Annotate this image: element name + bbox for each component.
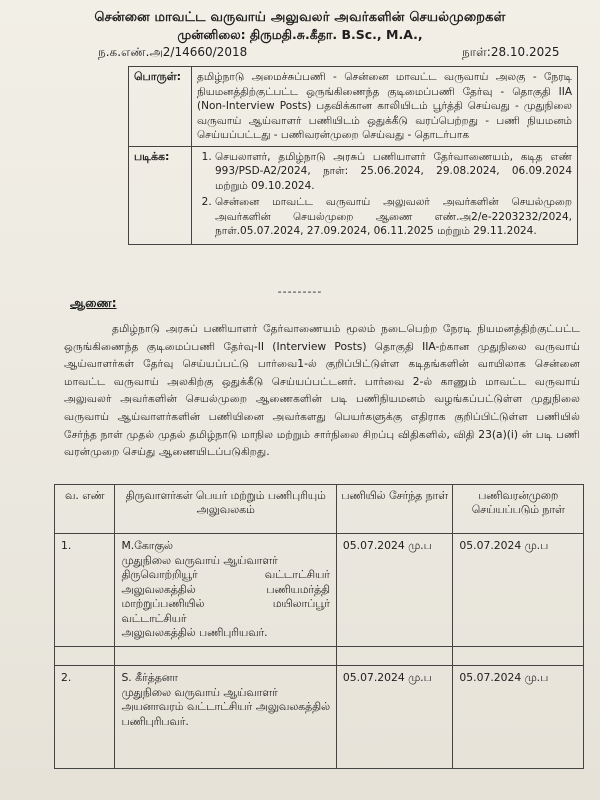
regularisation-table xyxy=(54,484,584,769)
row-joined-date: 05.07.2024 மு.ப xyxy=(336,534,453,647)
row-regularised-date: 05.07.2024 மு.ப xyxy=(453,666,584,769)
order-paragraph: தமிழ்நாடு அரசுப் பணியாளர் தேர்வாணையம் மூலம் நடைபெற்ற நேரடி நியமனத்திற்குட்பட்ட ஒருங்கிணைந்த குடிமைப்பணி தேர்வு-II (Interview Posts) தொகுதி IIA-ற்கான முதுநிலை வருவாய் ஆய்வாளர்கள் தேர்வு செய்யப்பட்டு பார்வை1-ல் குறிப்பிட்டுள்ள கடிதங்களின் வாயிலாக சென்னை மாவட்ட வருவாய் அலகிற்கு ஒதுக்கீடு செய்யப்பட்டனர். பார்வை 2-ல் காணும் மாவட்ட வருவாய் அலுவலர் அவர்களின் செயல்முறை ஆணைகளின் படி பணிநியமனம் வழங்கப்பட்டுள்ள முதுநிலை வருவாய் ஆய்வாளர்களின் பணியினை அவர்களது பெயர்களுக்கு எதிராக குறிப்பிட்டுள்ள பணியில் சேர்ந்த நாள் முதல் முதல் தமிழ்நாடு மாநில மற்றும் சார்நிலை சிறப்பு விதிகளில், விதி 23(a)(i) ன் படி பணி வரன்முறை செய்து ஆணையிடப்படுகிறது. xyxy=(64,322,580,459)
reference-list xyxy=(192,146,578,244)
employee-name: S. கீர்த்தனா xyxy=(121,671,178,684)
subject-label: பொருள்: xyxy=(129,67,192,147)
header-regularised: பணிவரன்முறை செய்யப்படும் நாள் xyxy=(453,485,584,534)
presence-line: முன்னிலை: திருமதி.சு.கீதா. B.Sc., M.A., xyxy=(177,27,423,42)
subject-text: தமிழ்நாடு அமைச்சுப்பணி - சென்னை மாவட்ட வருவாய் அலகு - நேரடி நியமனத்திற்குட்பட்ட ஒருங்கிணைந்த குடிமைப்பணி தேர்வு - தொகுதி IIA (Non-Interview Posts) பதவிக்கான காலியிடம் பூர்த்தி செய்வது - முதுநிலை வருவாய் ஆய்வாளர் பணியிடம் ஒதுக்கீடு வரப்பெற்றது - பணி நியமனம் செய்யப்பட்டது - பணிவரன்முறை செய்வது - தொடர்பாக xyxy=(192,67,578,147)
table-header-row xyxy=(55,485,584,534)
header-name: திருவாளர்கள் பெயர் மற்றும் பணிபுரியும் அலுவலகம் xyxy=(115,485,336,534)
table-row xyxy=(55,534,584,647)
reference-number: ந.க.எண்.அ2/14660/2018 xyxy=(98,45,248,59)
row-sno: 1. xyxy=(55,534,115,647)
table-row xyxy=(55,666,584,769)
row-name-office xyxy=(115,666,336,769)
office-line: அயனாவரம் வட்டாட்சியர் அலுவலகத்தில் xyxy=(121,700,330,713)
office-line: பணிபுரிபவர். xyxy=(121,714,189,728)
subject-reference-table xyxy=(128,66,578,245)
order-date: நாள்:28.10.2025 xyxy=(462,45,560,59)
employee-name: M.கோகுல் xyxy=(121,539,173,552)
table-spacer-row xyxy=(55,647,584,666)
row-sno: 2. xyxy=(55,666,115,769)
office-line: அலுவலகத்தில் பணியமர்த்தி xyxy=(121,582,330,596)
office-line: முதுநிலை வருவாய் ஆய்வாளர் xyxy=(121,553,278,567)
header-joined: பணியில் சேர்ந்த நாள் xyxy=(336,485,453,534)
office-title: சென்னை மாவட்ட வருவாய் அலுவலர் அவர்களின் செயல்முறைகள் xyxy=(94,10,506,25)
row-joined-date: 05.07.2024 மு.ப xyxy=(336,666,453,769)
office-line: முதுநிலை வருவாய் ஆய்வாளர் xyxy=(121,685,278,699)
office-line: திருவொற்றியூர் வட்டாட்சியர் xyxy=(121,568,330,581)
divider: --------- xyxy=(277,285,323,298)
row-name-office xyxy=(115,534,336,647)
office-line: அலுவலகத்தில் பணிபுரியவர். xyxy=(121,626,268,639)
office-line: மாற்றுப்பணியில் மயிலாப்பூர் வட்டாட்சியர் xyxy=(121,597,330,625)
reference-item: 2. சென்னை மாவட்ட வருவாய் அலுவலர் அவர்களின் செயல்முறை அவர்களின் செயல்முறை ஆணை எண்.அ2/e-2203232/2024, நாள்.05.07.2024, 27.09.2024, 06.11.2025 மற்றும் 29.11.2024. xyxy=(215,195,572,239)
reference-label: படிக்க: xyxy=(129,146,192,244)
row-regularised-date: 05.07.2024 மு.ப xyxy=(453,534,584,647)
reference-item: 1. செயலாளர், தமிழ்நாடு அரசுப் பணியாளர் தேர்வாணையம், கடித எண் 993/PSD-A2/2024, நாள்: 25.06.2024, 29.08.2024, 06.09.2024 மற்றும் 09.10.2024. xyxy=(215,150,572,194)
header-sno: வ. எண் xyxy=(55,485,115,534)
order-heading: ஆணை: xyxy=(70,296,117,310)
